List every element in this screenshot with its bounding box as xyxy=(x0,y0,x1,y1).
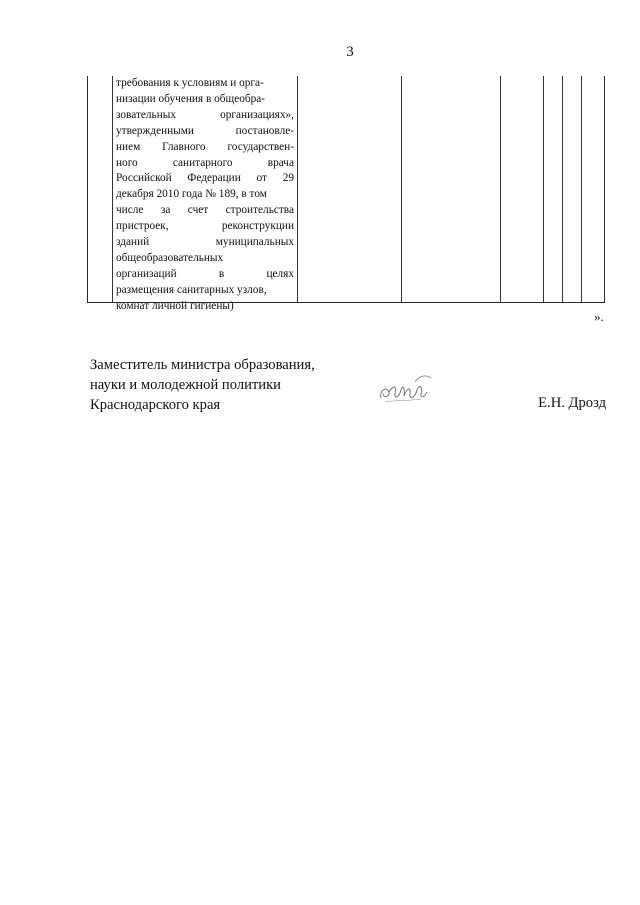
description-line xyxy=(116,108,294,124)
description-word: ного xyxy=(116,156,138,169)
description-line: общеобразовательных xyxy=(116,251,224,264)
description-word: Российской xyxy=(116,172,172,185)
position-line: Заместитель министра образования, xyxy=(90,357,315,373)
description-line xyxy=(116,140,294,156)
description-line xyxy=(116,203,294,219)
description-word: строительства xyxy=(225,204,294,217)
description-word: постановле- xyxy=(235,124,294,137)
description-line: низации обучения в общеобра- xyxy=(116,92,266,105)
description-word: зданий xyxy=(116,236,150,249)
description-word: утвержденными xyxy=(116,124,194,137)
description-word: счет xyxy=(187,204,209,217)
description-word: санитарного xyxy=(172,156,233,169)
description-word: организаций xyxy=(116,267,177,280)
description-word: за xyxy=(160,204,171,217)
description-line: декабря 2010 года № 189, в том xyxy=(116,188,267,201)
description-line xyxy=(116,171,294,187)
description-word: Главного xyxy=(162,140,206,153)
description-line: требования к условиям и орга- xyxy=(116,77,264,89)
description-word: зовательных xyxy=(116,108,176,121)
handwritten-signature xyxy=(375,372,435,408)
table-column-divider xyxy=(401,76,402,302)
description-line: комнат личной гигиены) xyxy=(116,299,234,312)
table-column-divider xyxy=(112,76,113,302)
signer-name: Е.Н. Дрозд xyxy=(538,395,606,411)
description-word: от xyxy=(256,172,267,185)
description-word: целях xyxy=(266,267,294,280)
position-line: науки и молодежной политики xyxy=(90,377,281,393)
description-line xyxy=(116,219,294,235)
table-column-divider xyxy=(543,76,544,302)
closing-quote: ». xyxy=(594,309,604,324)
table-description-cell xyxy=(116,76,294,315)
description-word: пристроек, xyxy=(116,220,169,233)
description-line xyxy=(116,124,294,140)
table-column-divider xyxy=(297,76,298,302)
description-word: в xyxy=(218,267,225,280)
table-column-divider xyxy=(500,76,501,302)
description-word: реконструкции xyxy=(221,220,294,233)
description-word: государствен- xyxy=(227,140,294,153)
description-line: размещения санитарных узлов, xyxy=(116,283,267,296)
description-line xyxy=(116,235,294,251)
table-column-divider xyxy=(562,76,563,302)
description-word: организациях», xyxy=(220,108,294,121)
description-word: 29 xyxy=(282,172,294,185)
signature-position xyxy=(90,355,315,415)
page-number: 3 xyxy=(346,44,354,60)
description-word: числе xyxy=(116,204,144,217)
description-line xyxy=(116,156,294,172)
table-column-divider xyxy=(581,76,582,302)
description-word: нием xyxy=(116,140,141,153)
description-line xyxy=(116,267,294,283)
description-word: муниципальных xyxy=(215,236,294,249)
description-word: врача xyxy=(267,156,294,169)
position-line: Краснодарского края xyxy=(90,397,221,413)
description-word: Федерации xyxy=(187,172,241,185)
